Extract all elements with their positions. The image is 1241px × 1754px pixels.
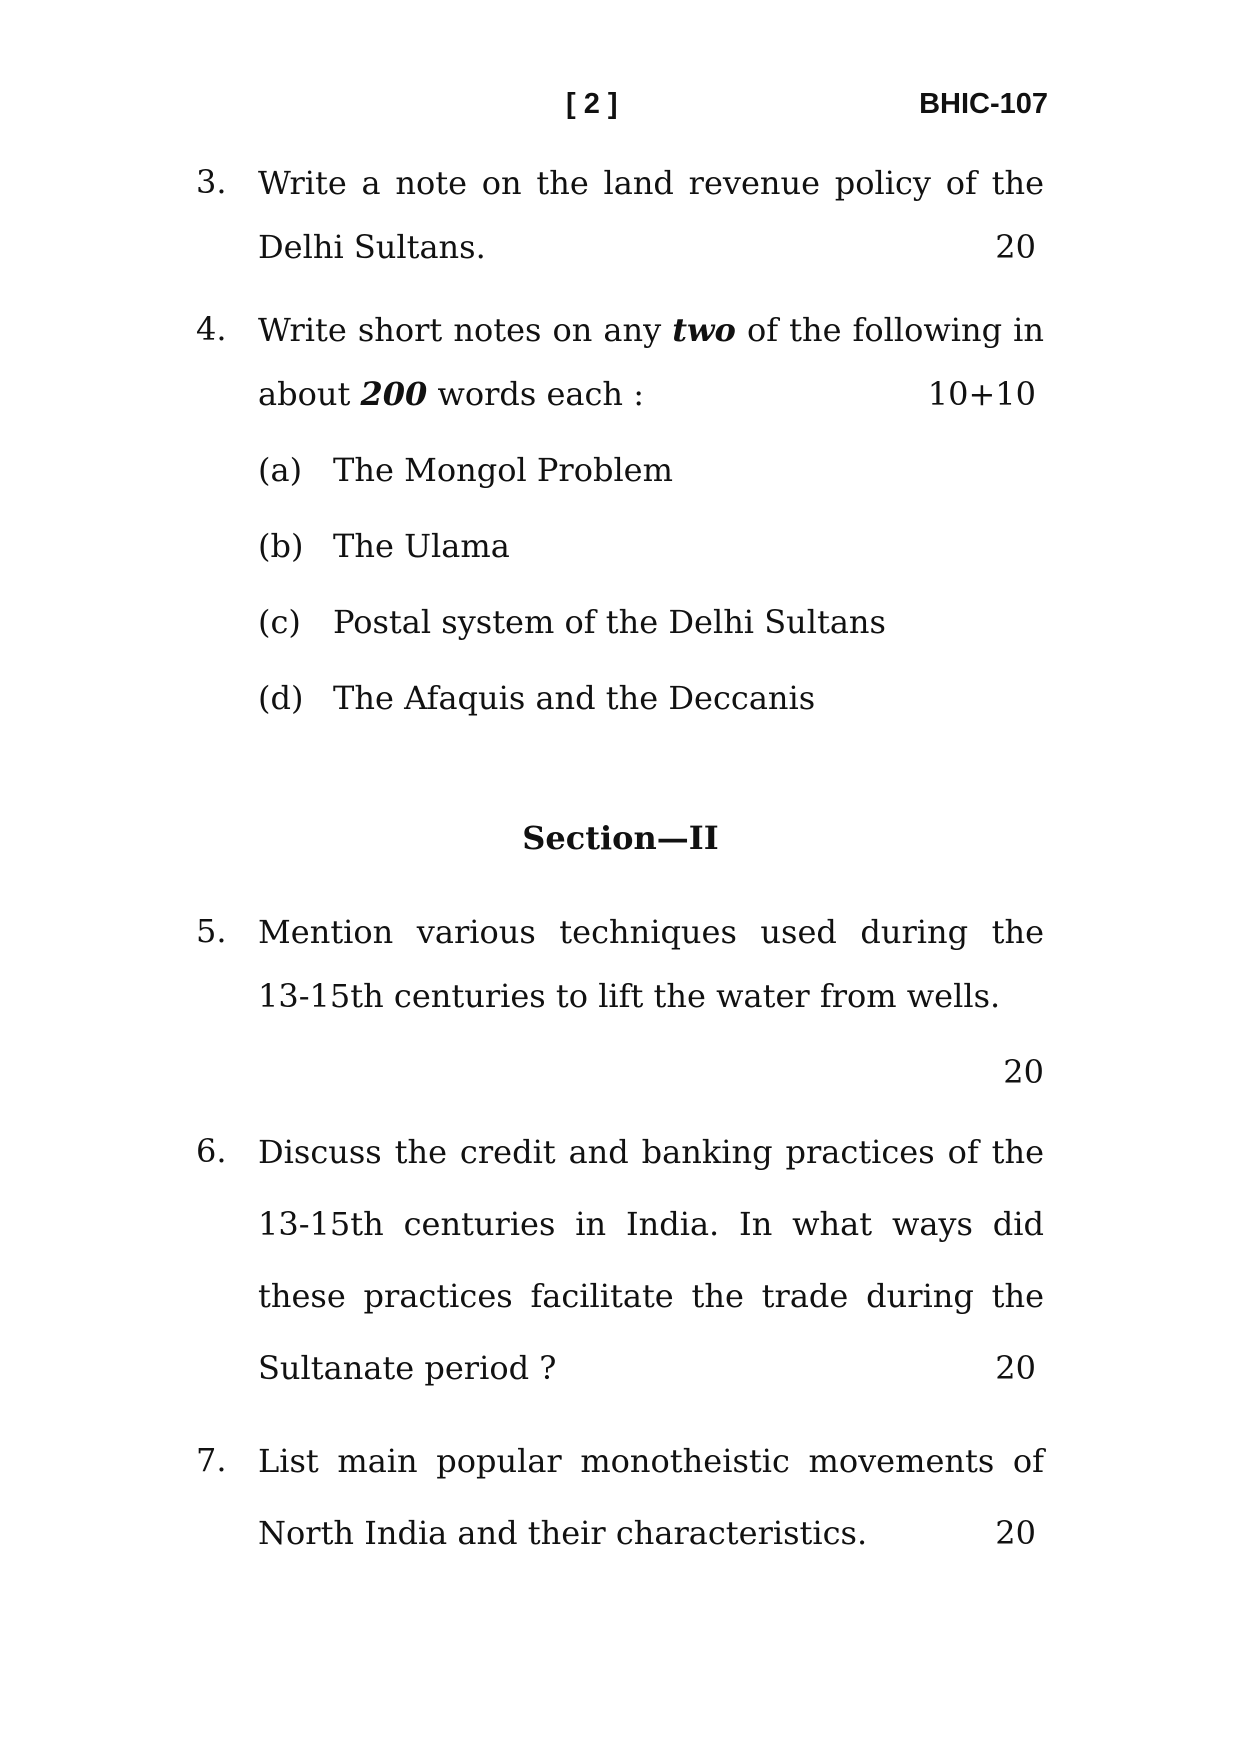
section-title: Section—II — [522, 819, 719, 857]
question-marks: 20 — [995, 1349, 1036, 1387]
question-number: 5. — [196, 912, 227, 950]
question-line — [258, 1052, 1044, 1092]
option-b — [258, 526, 510, 566]
question-line — [258, 310, 1044, 350]
emphasis-text: 200 — [360, 375, 428, 413]
question-text: Write short notes on any — [258, 311, 673, 349]
question-number: 3. — [196, 163, 227, 201]
option-c — [258, 602, 886, 642]
question-marks: 20 — [1003, 1053, 1044, 1091]
question-text: North India and their characteristics. — [258, 1514, 868, 1552]
question-text: about — [258, 375, 361, 413]
question-text: words each : — [427, 375, 644, 413]
question-line: 13-15th centuries in India. In what ways did — [258, 1205, 1044, 1243]
option-text: The Ulama — [333, 527, 510, 565]
option-text: Postal system of the Delhi Sultans — [333, 603, 886, 641]
option-label: (d) — [258, 679, 304, 717]
question-marks: 20 — [995, 1514, 1036, 1552]
option-label: (a) — [258, 451, 303, 489]
question-line: List main popular monotheistic movements of — [258, 1442, 1044, 1480]
option-text: The Afaquis and the Deccanis — [333, 679, 816, 717]
course-code: BHIC-107 — [919, 88, 1048, 120]
option-d — [258, 678, 815, 718]
page-number: [ 2 ] — [566, 88, 618, 120]
question-text: of the following in — [735, 311, 1045, 349]
option-label: (c) — [258, 603, 301, 641]
question-line: Write a note on the land revenue policy of the — [258, 164, 1044, 202]
question-line: Discuss the credit and banking practices of the — [258, 1133, 1044, 1171]
question-number: 6. — [196, 1132, 227, 1170]
question-number: 7. — [196, 1441, 227, 1479]
question-text: Delhi Sultans. — [258, 228, 486, 266]
option-a — [258, 450, 673, 490]
question-text: Sultanate period ? — [258, 1349, 557, 1387]
question-line — [258, 227, 1044, 267]
question-number: 4. — [196, 310, 227, 348]
question-marks: 20 — [995, 228, 1036, 266]
question-marks: 10+10 — [927, 375, 1036, 413]
question-line — [258, 1513, 1044, 1553]
question-line — [258, 374, 1044, 414]
emphasis-text: two — [672, 311, 736, 349]
question-line — [258, 1348, 1044, 1388]
question-line: Mention various techniques used during the — [258, 913, 1044, 951]
question-line: these practices facilitate the trade during the — [258, 1277, 1044, 1315]
option-label: (b) — [258, 527, 304, 565]
question-line: 13-15th centuries to lift the water from wells. — [258, 977, 1001, 1015]
option-text: The Mongol Problem — [333, 451, 673, 489]
